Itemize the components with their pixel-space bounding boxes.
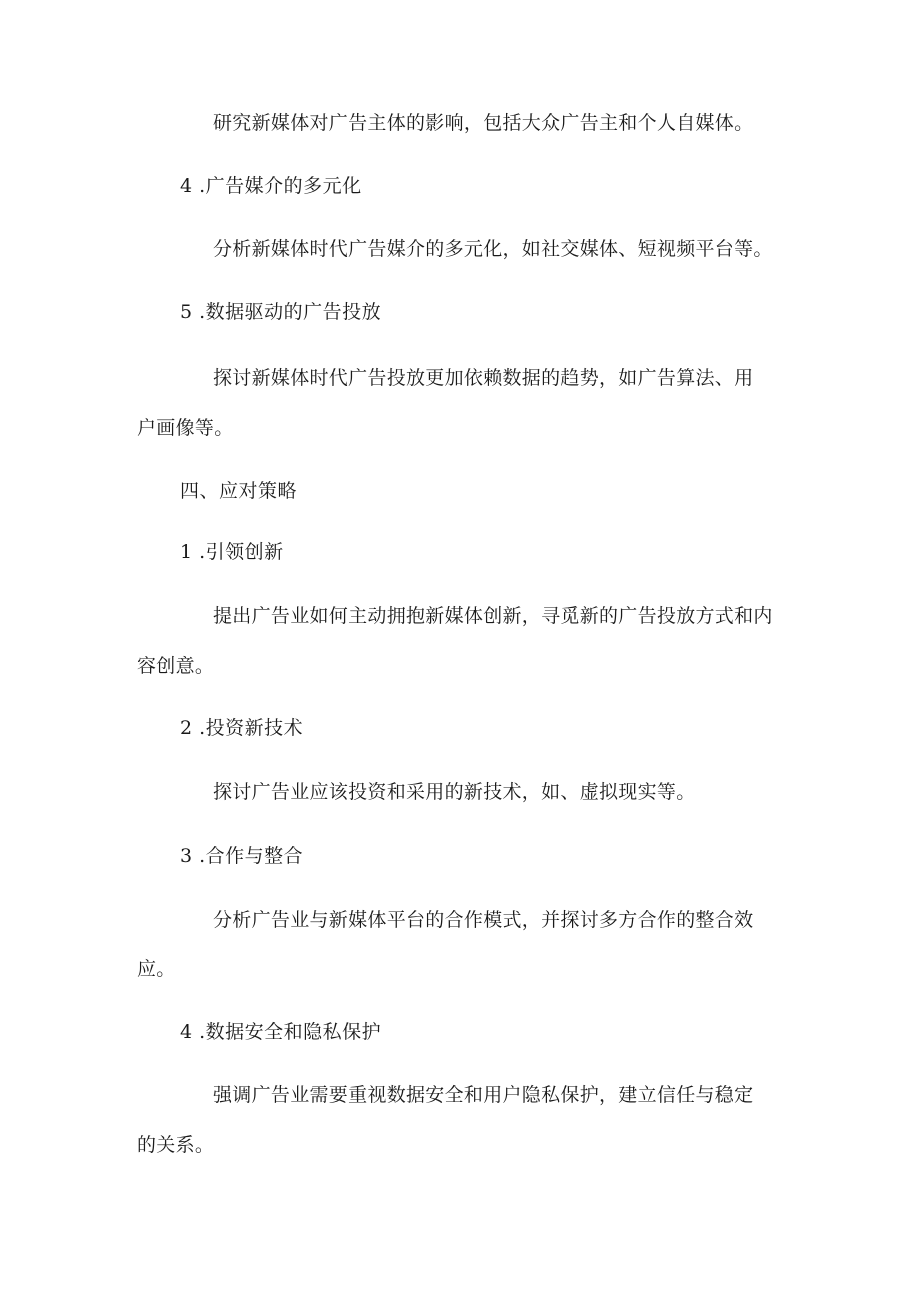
heading-media-diversification: 4 .广告媒介的多元化 <box>180 175 362 197</box>
heading-data-security: 4 .数据安全和隐私保护 <box>180 1021 382 1043</box>
paragraph-data-security-1: 强调广告业需要重视数据安全和用户隐私保护，建立信任与稳定 <box>213 1084 754 1106</box>
heading-lead-innovation: 1 .引领创新 <box>180 541 284 563</box>
paragraph-lead-innovation-1: 提出广告业如何主动拥抱新媒体创新，寻觅新的广告投放方式和内 <box>213 605 773 627</box>
section-heading-strategies: 四、应对策略 <box>180 480 298 502</box>
paragraph-invest-tech: 探讨广告业应该投资和采用的新技术，如、虚拟现实等。 <box>213 781 696 803</box>
paragraph-data-driven-ads-2: 户画像等。 <box>137 417 234 439</box>
paragraph-cooperation-1: 分析广告业与新媒体平台的合作模式，并探讨多方合作的整合效 <box>213 909 754 931</box>
heading-invest-tech: 2 .投资新技术 <box>180 717 304 739</box>
heading-data-driven-ads: 5 .数据驱动的广告投放 <box>180 301 382 323</box>
paragraph-media-diversification: 分析新媒体时代广告媒介的多元化，如社交媒体、短视频平台等。 <box>213 238 773 260</box>
paragraph-lead-innovation-2: 容创意。 <box>137 655 215 677</box>
paragraph-data-security-2: 的关系。 <box>137 1134 215 1156</box>
paragraph-data-driven-ads-1: 探讨新媒体时代广告投放更加依赖数据的趋势，如广告算法、用 <box>213 367 754 389</box>
paragraph-advertiser-impact: 研究新媒体对广告主体的影响，包括大众广告主和个人自媒体。 <box>213 112 754 134</box>
paragraph-cooperation-2: 应。 <box>137 958 176 980</box>
heading-cooperation: 3 .合作与整合 <box>180 845 304 867</box>
